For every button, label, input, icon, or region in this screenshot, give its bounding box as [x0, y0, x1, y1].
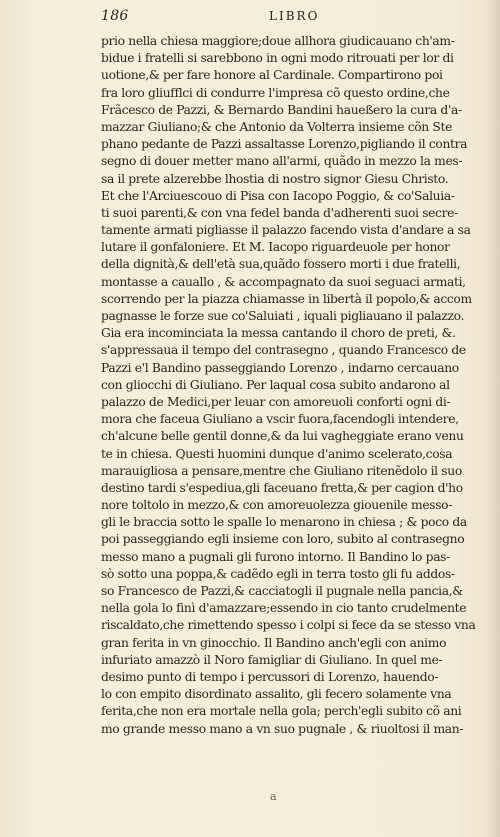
- text-line: poi passeggiando egli insieme con loro, subito al contrasegno: [101, 532, 465, 547]
- text-line: gran ferita in vn ginocchio. Il Bandino anch'egli con animo: [101, 635, 447, 650]
- text-line: sa il prete alzerebbe lhostia di nostro signor Giesu Christo.: [101, 171, 449, 186]
- text-line: s'appressaua il tempo del contrasegno , quando Francesco de: [101, 343, 466, 358]
- text-line: riscaldato,che rimettendo spesso i colpi si fece da se stesso vna: [101, 618, 476, 633]
- page-edge-shadow: [486, 0, 500, 837]
- text-line: ti suoi parenti,& con vna fedel banda d'adherenti suoi secre-: [101, 205, 458, 220]
- text-line: della dignità,& dell'età sua,quãdo fossero morti i due fratelli,: [101, 257, 461, 272]
- text-line: sò sotto una poppa,& cadẽdo egli in terra tosto gli fu addos-: [101, 566, 455, 581]
- text-line: phano pedante de Pazzi assaltasse Lorenzo,pigliando il contra: [101, 137, 468, 152]
- text-line: tamente armati pigliasse il palazzo facendo vista d'andare a sa: [101, 223, 471, 238]
- text-line: Pazzi e'l Bandino passeggiando Lorenzo , indarno cercauano: [101, 360, 459, 375]
- text-line: marauigliosa a pensare,mentre che Giuliano ritenẽdolo il suo: [101, 463, 462, 478]
- text-line: desimo punto di tempo i percussori di Lorenzo, hauendo-: [101, 669, 439, 684]
- signature-mark: a: [270, 790, 277, 803]
- text-line: lutare il gonfaloniere. Et M. Iacopo riguardeuole per honor: [101, 240, 450, 255]
- text-line: montasse a cauallo , & accompagnato da suoi seguaci armati,: [101, 274, 466, 289]
- text-line: ferita,che non era mortale nella gola; perch'egli subito cõ ani: [101, 704, 462, 719]
- text-line: mora che faceua Giuliano a vscir fuora,facendogli intendere,: [101, 412, 459, 427]
- text-line: prio nella chiesa maggiore;doue allhora giudicauano ch'am-: [101, 34, 455, 48]
- text-line: segno di douer metter mano all'armi, quãdo in mezzo la mes-: [101, 154, 463, 169]
- text-line: lo con empito disordinato assalito, gli fecero solamente vna: [101, 687, 452, 702]
- text-line: Frãcesco de Pazzi, & Bernardo Bandini haueßero la cura d'a-: [101, 102, 462, 117]
- text-line: Gia era incominciata la messa cantando il choro de preti, &.: [101, 326, 456, 341]
- text-line: gli le braccia sotto le spalle lo menarono in chiesa ; & poco da: [101, 515, 467, 530]
- text-line: so Francesco de Pazzi,& cacciatogli il pugnale nella pancia,&: [101, 584, 463, 598]
- page-number: 186: [101, 8, 129, 24]
- page-header: [101, 8, 473, 26]
- text-line: con gliocchi di Giuliano. Per laqual cosa subito andarono al: [101, 377, 450, 392]
- text-line: nella gola lo finì d'amazzare;essendo in cio tanto crudelmente: [101, 601, 467, 616]
- text-line: infuriato amazzò il Noro famigliar di Giuliano. In quel me-: [101, 652, 443, 667]
- text-line: mazzar Giuliano;& che Antonio da Volterra insieme cõn Ste: [101, 119, 453, 134]
- text-line: destino tardi s'espediua,gli faceuano fretta,& per cagion d'ho: [101, 480, 463, 495]
- text-line: pagnasse le forze sue co'Saluiati , iquali pigliauano il palazzo.: [101, 309, 465, 323]
- text-line: messo mano a pugnali gli furono intorno. Il Bandino lo pas-: [101, 549, 450, 564]
- text-line: fra loro gliufflci di condurre l'impresa cõ questo ordine,che: [101, 85, 450, 100]
- text-line: scorrendo per la piazza chiamasse in libertà il popolo,& accom: [101, 291, 472, 306]
- text-line: ch'alcune belle gentil donne,& da lui vagheggiate erano venu: [101, 429, 464, 444]
- text-line: nore toltolo in mezzo,& con amoreuolezza giouenile messo-: [101, 498, 453, 513]
- running-head: LIBRO: [269, 9, 320, 23]
- body-text: [101, 33, 487, 738]
- text-line: palazzo de Medici,per leuar con amoreuoli conforti ogni di-: [101, 394, 451, 409]
- text-line: Et che l'Arciuescouo di Pisa con Iacopo Poggio, & co'Saluia-: [101, 188, 455, 203]
- text-line: mo grande messo mano a vn suo pugnale , & riuoltosi il man-: [101, 721, 464, 736]
- text-line: uotione,& per fare honore al Cardinale. Compartirono poi: [101, 68, 443, 83]
- text-line: te in chiesa. Questi huomini dunque d'animo scelerato,cosa: [101, 446, 453, 461]
- text-line: bidue i fratelli si sarebbono in ogni modo ritrouati per lor di: [101, 51, 454, 66]
